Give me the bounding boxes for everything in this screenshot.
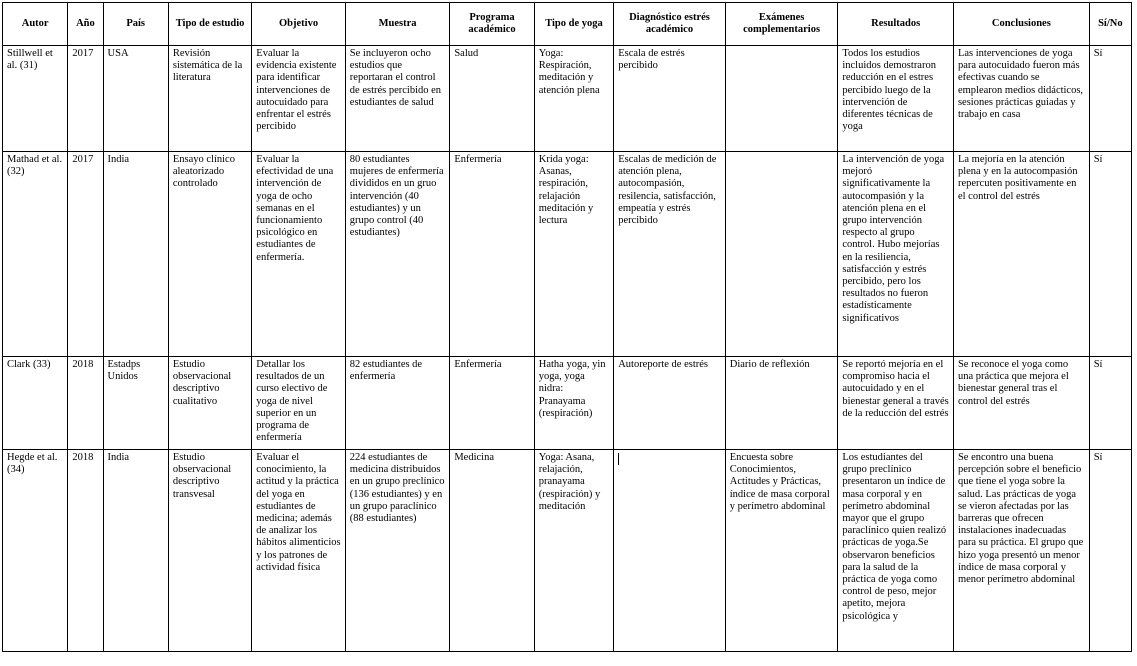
cell-si-no: Sí bbox=[1089, 450, 1131, 652]
cell-muestra: Se incluyeron ocho estudios que reportaran el control de estrés percibido en estudiantes de salud bbox=[345, 46, 450, 152]
studies-table bbox=[2, 2, 1132, 652]
cell-autor: Hegde et al. (34) bbox=[3, 450, 68, 652]
cell-tipo-yoga: Yoga: Respiración, meditación y atención plena bbox=[534, 46, 613, 152]
header-row bbox=[3, 3, 1132, 46]
column-header-tipo-estudio: Tipo de estudio bbox=[168, 3, 251, 46]
table-row bbox=[3, 450, 1132, 652]
cell-programa: Medicina bbox=[450, 450, 534, 652]
cell-objetivo: Detallar los resultados de un curso electivo de yoga de nivel superior en un programa de enfermería bbox=[252, 357, 345, 450]
column-header-resultados: Resultados bbox=[838, 3, 954, 46]
cell-resultados: Se reportó mejoría en el compromiso hacia el autocuidado y en el bienestar general a través de la reducción del estrés bbox=[838, 357, 954, 450]
cell-anio: 2017 bbox=[68, 46, 103, 152]
cell-programa: Enfermería bbox=[450, 357, 534, 450]
column-header-tipo-yoga: Tipo de yoga bbox=[534, 3, 613, 46]
cell-pais: India bbox=[103, 450, 168, 652]
cell-examenes bbox=[725, 152, 838, 357]
column-header-diagnostico: Diagnóstico estrés académico bbox=[614, 3, 726, 46]
cell-resultados: Todos los estudios incluidos demostraron reducción en el estres percibido luego de la intervención de diferentes técnicas de yoga bbox=[838, 46, 954, 152]
cell-muestra: 224 estudiantes de medicina distribuidos en un grupo preclínico (136 estudiantes) y en un grupo paraclínico (88 estudiantes) bbox=[345, 450, 450, 652]
column-header-objetivo: Objetivo bbox=[252, 3, 345, 46]
column-header-autor: Autor bbox=[3, 3, 68, 46]
cell-diagnostico: Escala de estrés percibido bbox=[614, 46, 726, 152]
cell-diagnostico: Escalas de medición de atención plena, autocompasión, resilencia, satisfacción, empeatía y estrés percibido bbox=[614, 152, 726, 357]
cell-autor: Clark (33) bbox=[3, 357, 68, 450]
cell-anio: 2018 bbox=[68, 357, 103, 450]
cell-tipo-estudio: Estudio observacional descriptivo transvesal bbox=[168, 450, 251, 652]
cell-resultados: La intervención de yoga mejoró significativamente la autocompasión y la atención plena en el grupo intervención respecto al grupo control. Hubo mejorías en la resiliencia, satisfacción y estrés percibido, pero los resultados no fueron estadísticamente significativos bbox=[838, 152, 954, 357]
cell-tipo-estudio: Ensayo clínico aleatorizado controlado bbox=[168, 152, 251, 357]
text-cursor bbox=[618, 453, 619, 465]
column-header-conclusiones: Conclusiones bbox=[953, 3, 1089, 46]
cell-pais: Estadps Unidos bbox=[103, 357, 168, 450]
cell-objetivo: Evaluar la evidencia existente para identificar intervenciones de autocuidado para enfrentar el estrés percibido bbox=[252, 46, 345, 152]
cell-resultados-text: Los estudiantes del grupo preclínico presentaron un índice de masa corporal y en perímetro abdominal mayor que el grupo paraclínico quien realizó prácticas de yoga.Se observaron beneficios para la salud de la práctica de yoga como control de peso, mejor apetito, mejora psicológica y bbox=[842, 452, 947, 622]
cell-examenes: Diario de reflexión bbox=[725, 357, 838, 450]
cell-examenes bbox=[725, 46, 838, 152]
cell-conclusiones: Las intervenciones de yoga para autocuidado fueron más efectivas cuando se emplearon medios didácticos, sesiones prácticas guiadas y trabajo en casa bbox=[953, 46, 1089, 152]
cell-tipo-yoga: Yoga: Asana, relajación, pranayama (respiración) y meditación bbox=[534, 450, 613, 652]
cell-tipo-yoga: Krida yoga: Asanas, respiración, relajación meditación y lectura bbox=[534, 152, 613, 357]
cell-tipo-yoga: Hatha yoga, yin yoga, yoga nidra: Pranayama (respiración) bbox=[534, 357, 613, 450]
cell-anio: 2017 bbox=[68, 152, 103, 357]
cell-anio: 2018 bbox=[68, 450, 103, 652]
cell-si-no: Sí bbox=[1089, 46, 1131, 152]
cell-si-no: Sí bbox=[1089, 357, 1131, 450]
cell-pais: USA bbox=[103, 46, 168, 152]
column-header-programa: Programa académico bbox=[450, 3, 534, 46]
cell-programa: Salud bbox=[450, 46, 534, 152]
column-header-muestra: Muestra bbox=[345, 3, 450, 46]
column-header-si-no: Sí/No bbox=[1089, 3, 1131, 46]
cell-muestra: 80 estudiantes mujeres de enfermería divididos en un gruo intervención (40 estudiantes) y un grupo control (40 estudiantes) bbox=[345, 152, 450, 357]
column-header-pais: País bbox=[103, 3, 168, 46]
cell-tipo-estudio: Estudio observacional descriptivo cualitativo bbox=[168, 357, 251, 450]
cell-conclusiones: Se encontro una buena percepción sobre el beneficio que tiene el yoga sobre la salud. Las prácticas de yoga se vieron afectadas por las barreras que ofrecen instalaciones inadecuadas para su práctica. El grupo que hizo yoga presentó un menor índice de masa corporal y menor perímetro abdominal bbox=[953, 450, 1089, 652]
column-header-examenes: Exámenes complementarios bbox=[725, 3, 838, 46]
cell-autor: Mathad et al. (32) bbox=[3, 152, 68, 357]
table-row bbox=[3, 357, 1132, 450]
cell-objetivo: Evaluar la efectividad de una intervención de yoga de ocho semanas en el funcionamiento psicológico en estudiantes de enfermería. bbox=[252, 152, 345, 357]
cell-objetivo: Evaluar el conocimiento, la actitud y la práctica del yoga en estudiantes de medicina; además de analizar los hábitos alimenticios y los patrones de actividad física bbox=[252, 450, 345, 652]
cell-tipo-estudio: Revisión sistemática de la literatura bbox=[168, 46, 251, 152]
cell-conclusiones: La mejoría en la atención plena y en la autocompasión repercuten positivamente en el control del estrés bbox=[953, 152, 1089, 357]
column-header-anio: Año bbox=[68, 3, 103, 46]
cell-muestra: 82 estudiantes de enfermería bbox=[345, 357, 450, 450]
cell-examenes: Encuesta sobre Conocimientos, Actitudes y Prácticas, índice de masa corporal y perímetro abdominal bbox=[725, 450, 838, 652]
cell-diagnostico: Autoreporte de estrés bbox=[614, 357, 726, 450]
cell-conclusiones: Se reconoce el yoga como una práctica que mejora el bienestar general tras el control del estrés bbox=[953, 357, 1089, 450]
cell-autor: Stillwell et al. (31) bbox=[3, 46, 68, 152]
cell-programa: Enfermería bbox=[450, 152, 534, 357]
cell-resultados bbox=[838, 450, 954, 652]
table-row bbox=[3, 46, 1132, 152]
cell-diagnostico[interactable] bbox=[614, 450, 726, 652]
table-row bbox=[3, 152, 1132, 357]
cell-pais: India bbox=[103, 152, 168, 357]
cell-si-no: Sí bbox=[1089, 152, 1131, 357]
